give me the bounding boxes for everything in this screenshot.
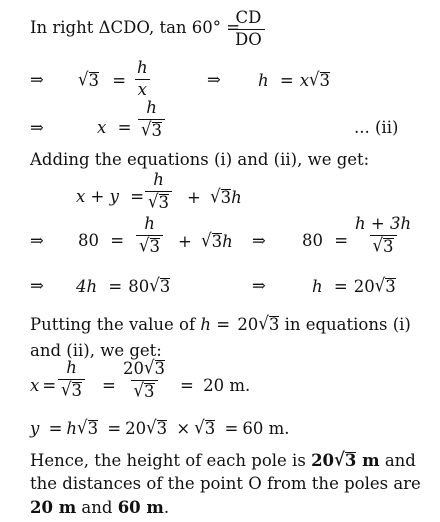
h-over-root3-fraction: $\frac{h}{√3}$ [145, 172, 172, 211]
implies-symbol: ⇒ [30, 231, 44, 250]
y-calculation-line: y = h√3 = 20√3 × √3 = 60 m. [30, 417, 290, 439]
implies-symbol: ⇒ [30, 118, 44, 137]
h-over-root3-fraction: $\frac{h}{√3}$ [136, 216, 163, 255]
implies-symbol: ⇒ [252, 276, 266, 295]
h-equals-x-root3: h = x√3 [258, 69, 331, 91]
tan-definition-line [30, 20, 240, 37]
x-result: = 20 m. [180, 376, 251, 395]
h-over-x-fraction: $\frac{h}{x}$ [134, 60, 151, 98]
plus-root3-h: + √3h [178, 230, 233, 252]
conclusion-line-2: the distances of the point O from the poles are [30, 474, 421, 493]
fraction-numerator: CD [235, 8, 262, 27]
x-equals: x = [30, 376, 57, 395]
tan-fraction [232, 10, 265, 48]
implies-symbol: ⇒ [252, 231, 266, 250]
conclusion-line-3: 20 m and 60 m. [30, 498, 170, 517]
h-over-root3-fraction: $\frac{h}{√3}$ [58, 360, 85, 399]
eighty-equals: 80 = [302, 231, 349, 250]
fraction-denominator: DO [232, 29, 265, 49]
tan-prefix: In right ΔCDO, tan 60° = [30, 18, 241, 37]
implies-symbol: ⇒ [207, 70, 221, 89]
20root3-over-root3-fraction: $\frac{20√3}{√3}$ [123, 357, 166, 401]
h-plus-3h-over-root3-fraction: $\frac{h + 3h}{√3}$ [355, 214, 412, 256]
equation-ref-ii: ... (ii) [354, 118, 399, 137]
eighty-equals: 80 = [78, 231, 125, 250]
putting-value-line: Putting the value of h = 20√3 in equations (i) [30, 313, 411, 335]
implies-symbol: ⇒ [30, 70, 44, 89]
plus-root3-h: + √3h [187, 186, 242, 208]
h-equals-20root3: h = 20√3 [312, 275, 396, 297]
x-plus-y: x + y = [76, 187, 145, 206]
h-over-root3-fraction: $\frac{h}{√3}$ [138, 100, 165, 139]
implies-symbol: ⇒ [30, 276, 44, 295]
conclusion-line-1: Hence, the height of each pole is 20√3 m and [30, 449, 416, 471]
x-equals: x = [97, 118, 132, 137]
4h-equals-80root3: 4h = 80√3 [76, 275, 171, 297]
sqrt3-lhs: √3 = [78, 69, 127, 91]
equals-symbol: = [102, 376, 116, 395]
and-ii-text: and (ii), we get: [30, 341, 162, 360]
adding-text: Adding the equations (i) and (ii), we get: [30, 150, 370, 169]
